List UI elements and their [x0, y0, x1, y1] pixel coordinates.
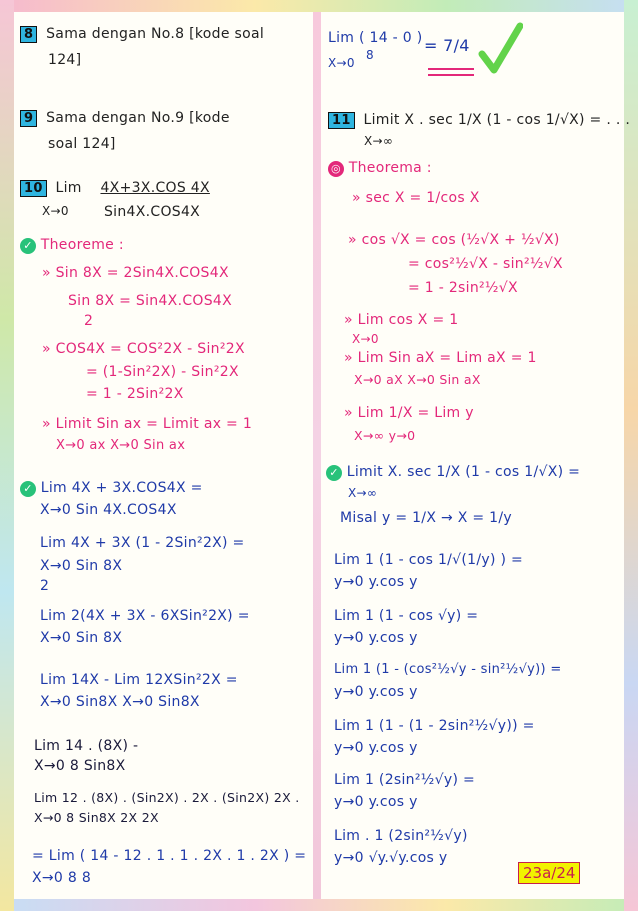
solution-line: y→0 y.cos y	[334, 684, 418, 700]
solution-line: Lim 1 (2sin²½√y) =	[334, 772, 475, 788]
solution-line: Lim 1 (1 - cos 1/√(1/y) ) =	[334, 552, 524, 568]
final-answer: = 7/4	[424, 36, 470, 55]
theorema-line: = cos²½√X - sin²½√X	[408, 256, 563, 272]
solution-line: X→0 Sin 8X	[40, 558, 123, 574]
theorema-line: » cos √X = cos (½√X + ½√X)	[348, 232, 560, 248]
solution-line: Lim 12 . (8X) . (Sin2X) . 2X . (Sin2X) 2X .	[34, 790, 300, 805]
page-number: 23a/24	[518, 862, 580, 884]
theorema-line: X→0 aX X→0 Sin aX	[354, 372, 481, 387]
theorema-line: Sin 8X = Sin4X.COS4X	[68, 293, 233, 309]
check-icon: ✓	[326, 465, 342, 481]
question-number-badge: 8	[20, 26, 37, 43]
solution-line: X→∞	[348, 486, 378, 500]
solution-line: X→0 Sin 8X	[40, 630, 123, 646]
solution-line: y→0 y.cos y	[334, 740, 418, 756]
limit-sub: X→∞	[364, 134, 394, 148]
bullet-icon: ◎	[328, 161, 344, 177]
question-text: Sama dengan No.9 [kode	[46, 110, 230, 126]
limit-label: Lim	[55, 180, 82, 196]
question-number-badge: 11	[328, 112, 355, 129]
result-line: Lim ( 14 - 0 )	[328, 30, 423, 46]
denominator: Sin4X.COS4X	[104, 204, 201, 220]
theorema-line: 2	[84, 313, 94, 329]
theorema-line: = (1-Sin²2X) - Sin²2X	[86, 364, 239, 380]
question-number-badge: 9	[20, 110, 37, 127]
result-fraction: 8	[366, 48, 374, 62]
question-text: Sama dengan No.8 [kode soal	[46, 26, 265, 42]
solution-line: Lim 1 (1 - (1 - 2sin²½√y)) =	[334, 718, 535, 734]
solution-line: X→0 Sin 4X.COS4X	[40, 502, 177, 518]
solution-line: y→0 y.cos y	[334, 794, 418, 810]
theorema-line: » Lim 1/X = Lim y	[344, 405, 474, 421]
solution-line: y→0 y.cos y	[334, 630, 418, 646]
question-8	[20, 26, 264, 43]
theorema-line: » Lim cos X = 1	[344, 312, 459, 328]
answer-underline	[428, 74, 474, 76]
solution-line: Lim 1 (1 - (cos²½√y - sin²½√y)) =	[334, 662, 562, 677]
solution-line: Lim 2(4X + 3X - 6XSin²2X) =	[40, 608, 250, 624]
solution-line: Lim . 1 (2sin²½√y)	[334, 828, 468, 844]
question-9-cont: soal 124]	[48, 136, 116, 152]
question-11	[328, 112, 630, 129]
theorema-line: » Lim Sin aX = Lim aX = 1	[344, 350, 537, 366]
theorema-line: X→∞ y→0	[354, 428, 416, 443]
theorema-heading: ◎ Theorema :	[328, 160, 432, 177]
solution-line: 2	[40, 578, 50, 594]
theorema-line: » Limit Sin ax = Limit ax = 1	[42, 416, 253, 432]
question-8-cont: 124]	[48, 52, 82, 68]
right-column	[324, 0, 631, 911]
numerator: 4X+3X.COS 4X	[100, 180, 210, 196]
theorema-line: » Sin 8X = 2Sin4X.COS4X	[42, 265, 229, 281]
checkmark-icon	[478, 20, 523, 80]
theorema-line: » sec X = 1/cos X	[352, 190, 480, 206]
solution-line: Lim 1 (1 - cos √y) =	[334, 608, 479, 624]
solution-line: y→0 √y.√y.cos y	[334, 850, 448, 866]
answer-underline	[428, 68, 474, 70]
result-sub: X→0	[328, 56, 355, 70]
question-number-badge: 10	[20, 180, 47, 197]
theorema-heading: ✓ Theoreme :	[20, 237, 124, 254]
theorema-line: X→0 ax X→0 Sin ax	[56, 438, 186, 453]
theorema-line: = 1 - 2Sin²2X	[86, 386, 184, 402]
solution-line: X→0 Sin8X X→0 Sin8X	[40, 694, 200, 710]
right-border	[624, 0, 638, 911]
check-icon: ✓	[20, 481, 36, 497]
left-border	[0, 0, 14, 911]
solution-line: ✓ Lim 4X + 3X.COS4X =	[20, 480, 203, 497]
solution-line: X→0 8 Sin8X	[34, 758, 126, 774]
theorema-line: X→0	[352, 332, 379, 346]
question-text: Limit X . sec 1/X (1 - cos 1/√X) = . . .	[363, 112, 631, 128]
column-divider	[313, 12, 321, 899]
solution-line: ✓ Limit X. sec 1/X (1 - cos 1/√X) =	[326, 464, 580, 481]
question-9	[20, 110, 230, 127]
solution-line: X→0 8 Sin8X 2X 2X	[34, 810, 159, 825]
theorema-line: » COS4X = COS²2X - Sin²2X	[42, 341, 245, 357]
solution-line: Misal y = 1/X → X = 1/y	[340, 510, 512, 526]
question-10	[20, 180, 210, 197]
solution-line: X→0 8 8	[32, 870, 92, 886]
solution-line: Lim 4X + 3X (1 - 2Sin²2X) =	[40, 535, 245, 551]
check-icon: ✓	[20, 238, 36, 254]
theorema-line: = 1 - 2sin²½√X	[408, 280, 518, 296]
solution-line: Lim 14X - Lim 12XSin²2X =	[40, 672, 238, 688]
solution-line: = Lim ( 14 - 12 . 1 . 1 . 2X . 1 . 2X ) =	[32, 848, 307, 864]
limit-sub: X→0	[42, 204, 69, 218]
solution-line: y→0 y.cos y	[334, 574, 418, 590]
left-column	[18, 0, 310, 911]
solution-line: Lim 14 . (8X) -	[34, 738, 139, 754]
